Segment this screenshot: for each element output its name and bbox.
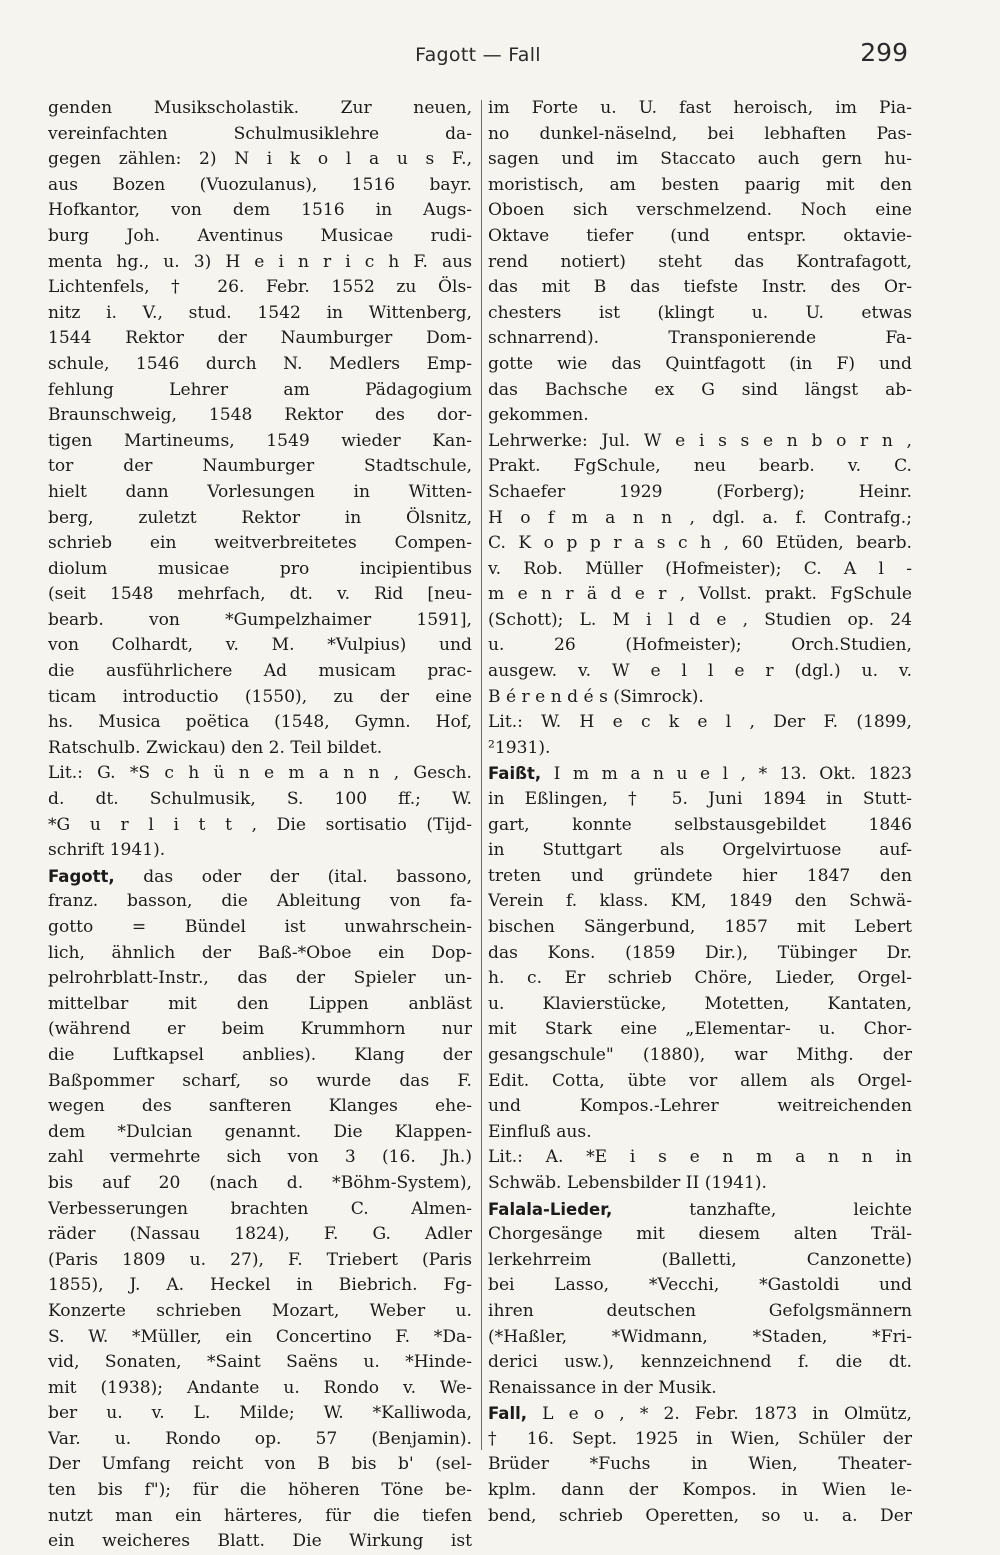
text-line: gotto = Bündel ist unwahrschein- bbox=[48, 917, 472, 937]
text-line: (während er beim Krummhorn nur bbox=[48, 1019, 472, 1040]
text-line: 1855), J. A. Heckel in Biebrich. Fg- bbox=[48, 1275, 472, 1296]
text-line: schrieb ein weitverbreitetes Compen- bbox=[48, 533, 472, 554]
text-line: berg, zuletzt Rektor in Ölsnitz, bbox=[48, 507, 472, 528]
text-line: (seit 1548 mehrfach, dt. v. Rid [neu- bbox=[48, 584, 472, 605]
text-line: vereinfachten Schulmusiklehre da- bbox=[48, 123, 472, 144]
text-line: die ausführlichere Ad musicam prac- bbox=[48, 661, 472, 682]
text-line: (Paris 1809 u. 27), F. Triebert (Paris bbox=[48, 1249, 472, 1270]
text-line: nitz i. V., stud. 1542 in Wittenberg, bbox=[48, 302, 472, 323]
text-line: Faißt, I m m a n u e l , * 13. Okt. 1823 bbox=[488, 764, 912, 785]
text-line: sagen und im Staccato auch gern hu- bbox=[488, 149, 912, 170]
text-line: u. Klavierstücke, Motetten, Kantaten, bbox=[488, 993, 912, 1014]
text-line: ber u. v. L. Milde; W. *Kalliwoda, bbox=[48, 1403, 472, 1424]
text-line: lerkehrreim (Balletti, Canzonette) bbox=[488, 1249, 912, 1270]
right-column bbox=[488, 96, 912, 1529]
running-head: Fagott — Fall bbox=[415, 44, 541, 66]
text-line: vid, Sonaten, *Saint Saëns u. *Hinde- bbox=[48, 1352, 472, 1373]
text-line: Ratschulb. Zwickau) den 2. Teil bildet. bbox=[48, 737, 383, 758]
text-line: schule, 1546 durch N. Medlers Emp- bbox=[48, 353, 472, 374]
headword: Fall, bbox=[488, 1404, 528, 1424]
text-line: gart, konnte selbstausgebildet 1846 bbox=[488, 814, 912, 835]
text-line: franz. basson, die Ableitung von fa- bbox=[48, 891, 472, 912]
text-line: tor der Naumburger Stadtschule, bbox=[48, 456, 472, 477]
text-line: genden Musikscholastik. Zur neuen, bbox=[48, 98, 472, 118]
text-line: Fall, L e o , * 2. Febr. 1873 in Olmütz, bbox=[488, 1404, 912, 1425]
text-line: treten und gründete hier 1847 den bbox=[488, 865, 912, 886]
text-line: Verein f. klass. KM, 1849 den Schwä- bbox=[488, 891, 912, 912]
text-line: d. dt. Schulmusik, S. 100 ff.; W. bbox=[48, 789, 472, 810]
text-line: gekommen. bbox=[488, 405, 589, 426]
text-line: hielt dann Vorlesungen in Witten- bbox=[48, 481, 472, 502]
text-line: pelrohrblatt-Instr., das der Spieler un- bbox=[48, 968, 472, 989]
text-line: im Forte u. U. fast heroisch, im Pia- bbox=[488, 98, 912, 118]
text-line: bischen Sängerbund, 1857 mit Lebert bbox=[488, 917, 912, 937]
text-line: Lichtenfels, † 26. Febr. 1552 zu Öls- bbox=[48, 277, 472, 298]
text-line: bei Lasso, *Vecchi, *Gastoldi und bbox=[488, 1275, 912, 1296]
text-line: S. W. *Müller, ein Concertino F. *Da- bbox=[48, 1326, 472, 1347]
text-line: ten bis f"); für die höheren Töne be- bbox=[48, 1480, 472, 1501]
headword: Fagott, bbox=[48, 866, 115, 886]
text-line: Braunschweig, 1548 Rektor des dor- bbox=[48, 405, 472, 426]
text-line: Renaissance in der Musik. bbox=[488, 1377, 717, 1398]
text-line: hs. Musica poëtica (1548, Gymn. Hof, bbox=[48, 712, 472, 733]
text-line: chesters ist (klingt u. U. etwas bbox=[488, 302, 912, 323]
text-line: h. c. Er schrieb Chöre, Lieder, Orgel- bbox=[488, 968, 912, 989]
text-line: ausgew. v. W e l l e r (dgl.) u. v. bbox=[488, 661, 912, 682]
text-line: Lehrwerke: Jul. W e i s s e n b o r n , bbox=[488, 430, 912, 451]
text-line: derici usw.), kennzeichnend f. die dt. bbox=[488, 1352, 912, 1373]
text-line: schrift 1941). bbox=[48, 840, 166, 861]
text-line: Der Umfang reicht von B bis b' (sel- bbox=[48, 1454, 472, 1475]
text-line: Lit.: W. H e c k e l , Der F. (1899, bbox=[488, 712, 912, 733]
text-line: Verbesserungen brachten C. Almen- bbox=[48, 1198, 472, 1219]
text-line: Prakt. FgSchule, neu bearb. v. C. bbox=[488, 456, 912, 477]
text-line: gegen zählen: 2) N i k o l a u s F., bbox=[48, 149, 472, 170]
text-line: fehlung Lehrer am Pädagogium bbox=[48, 379, 472, 400]
text-line: B é r e n d é s (Simrock). bbox=[488, 686, 704, 707]
text-line: räder (Nassau 1824), F. G. Adler bbox=[48, 1224, 472, 1245]
text-line: gotte wie das Quintfagott (in F) und bbox=[488, 353, 912, 374]
text-line: Konzerte schrieben Mozart, Weber u. bbox=[48, 1300, 472, 1321]
text-line: Lit.: A. *E i s e n m a n n in bbox=[488, 1147, 912, 1168]
text-line: Var. u. Rondo op. 57 (Benjamin). bbox=[48, 1428, 472, 1449]
text-line: bend, schrieb Operetten, so u. a. Der bbox=[488, 1505, 912, 1526]
text-line: Einfluß aus. bbox=[488, 1121, 592, 1142]
text-line: (Schott); L. M i l d e , Studien op. 24 bbox=[488, 609, 912, 630]
text-line: *G u r l i t t , Die sortisatio (Tijd- bbox=[48, 814, 472, 835]
text-line: H o f m a n n , dgl. a. f. Contrafg.; bbox=[488, 507, 912, 528]
text-line: ein weicheres Blatt. Die Wirkung ist bbox=[48, 1531, 472, 1552]
text-line: Edit. Cotta, übte vor allem als Orgel- bbox=[488, 1070, 912, 1091]
text-line: rend notiert) steht das Kontrafagott, bbox=[488, 251, 912, 272]
text-line: v. Rob. Müller (Hofmeister); C. A l - bbox=[488, 558, 912, 579]
text-line: no dunkel-näselnd, bei lebhaften Pas- bbox=[488, 123, 912, 144]
text-line: Fagott, das oder der (ital. bassono, bbox=[48, 866, 472, 887]
text-line: aus Bozen (Vuozulanus), 1516 bayr. bbox=[48, 174, 472, 195]
text-line: Hofkantor, von dem 1516 in Augs- bbox=[48, 200, 472, 221]
text-line: Falala-Lieder, tanzhafte, leichte bbox=[488, 1199, 912, 1220]
text-line: burg Joh. Aventinus Musicae rudi- bbox=[48, 225, 472, 246]
text-line: Oboen sich verschmelzend. Noch eine bbox=[488, 200, 912, 221]
text-line: von Colhardt, v. M. *Vulpius) und bbox=[48, 635, 472, 656]
text-line: in Stuttgart als Orgelvirtuose auf- bbox=[488, 840, 912, 861]
text-line: 1544 Rektor der Naumburger Dom- bbox=[48, 328, 472, 349]
text-line: menta hg., u. 3) H e i n r i c h F. aus bbox=[48, 251, 472, 272]
column-divider bbox=[481, 100, 482, 1450]
text-line: Oktave tiefer (und entspr. oktavie- bbox=[488, 225, 912, 246]
text-line: Schaefer 1929 (Forberg); Heinr. bbox=[488, 481, 912, 502]
text-line: mit Stark eine „Elementar- u. Chor- bbox=[488, 1019, 912, 1040]
text-line: ²1931). bbox=[488, 737, 551, 758]
text-line: diolum musicae pro incipientibus bbox=[48, 558, 472, 579]
text-line: † 16. Sept. 1925 in Wien, Schüler der bbox=[488, 1428, 912, 1449]
text-line: Brüder *Fuchs in Wien, Theater- bbox=[488, 1454, 912, 1475]
text-line: ihren deutschen Gefolgsmännern bbox=[488, 1300, 912, 1321]
text-line: u. 26 (Hofmeister); Orch.Studien, bbox=[488, 635, 912, 656]
left-column bbox=[48, 96, 472, 1555]
text-line: und Kompos.-Lehrer weitreichenden bbox=[488, 1096, 912, 1117]
text-line: moristisch, am besten paarig mit den bbox=[488, 174, 912, 195]
text-line: die Luftkapsel anblies). Klang der bbox=[48, 1044, 472, 1065]
text-line: tigen Martineums, 1549 wieder Kan- bbox=[48, 430, 472, 451]
text-line: (*Haßler, *Widmann, *Staden, *Fri- bbox=[488, 1326, 912, 1347]
text-line: das mit B das tiefste Instr. des Or- bbox=[488, 277, 912, 298]
text-line: Baßpommer scharf, so wurde das F. bbox=[48, 1070, 472, 1091]
text-line: das Kons. (1859 Dir.), Tübinger Dr. bbox=[488, 942, 912, 963]
text-line: bis auf 20 (nach d. *Böhm-System), bbox=[48, 1172, 472, 1193]
text-line: bearb. von *Gumpelzhaimer 1591], bbox=[48, 609, 472, 630]
page-number: 299 bbox=[860, 38, 908, 67]
text-line: ticam introductio (1550), zu der eine bbox=[48, 686, 472, 707]
text-line: lich, ähnlich der Baß-*Oboe ein Dop- bbox=[48, 942, 472, 963]
text-line: in Eßlingen, † 5. Juni 1894 in Stutt- bbox=[488, 789, 912, 810]
headword: Falala-Lieder, bbox=[488, 1199, 613, 1219]
text-line: das Bachsche ex G sind längst ab- bbox=[488, 379, 912, 400]
text-line: zahl vermehrte sich von 3 (16. Jh.) bbox=[48, 1147, 472, 1168]
text-line: Schwäb. Lebensbilder II (1941). bbox=[488, 1172, 767, 1193]
text-line: schnarrend). Transponierende Fa- bbox=[488, 328, 912, 349]
text-line: Lit.: G. *S c h ü n e m a n n , Gesch. bbox=[48, 763, 472, 784]
text-line: wegen des sanfteren Klanges ehe- bbox=[48, 1096, 472, 1117]
text-line: Chorgesänge mit diesem alten Träl- bbox=[488, 1224, 912, 1245]
text-line: m e n r ä d e r , Vollst. prakt. FgSchule bbox=[488, 584, 912, 605]
text-line: nutzt man ein härteres, für die tiefen bbox=[48, 1505, 472, 1526]
text-line: mittelbar mit den Lippen anbläst bbox=[48, 993, 472, 1014]
text-line: gesangschule" (1880), war Mithg. der bbox=[488, 1044, 912, 1065]
text-line: C. K o p p r a s c h , 60 Etüden, bearb. bbox=[488, 533, 912, 554]
headword: Faißt, bbox=[488, 764, 542, 784]
text-line: mit (1938); Andante u. Rondo v. We- bbox=[48, 1377, 472, 1398]
page-header bbox=[48, 38, 908, 78]
text-line: kplm. dann der Kompos. in Wien le- bbox=[488, 1480, 912, 1501]
text-line: dem *Dulcian genannt. Die Klappen- bbox=[48, 1121, 472, 1142]
